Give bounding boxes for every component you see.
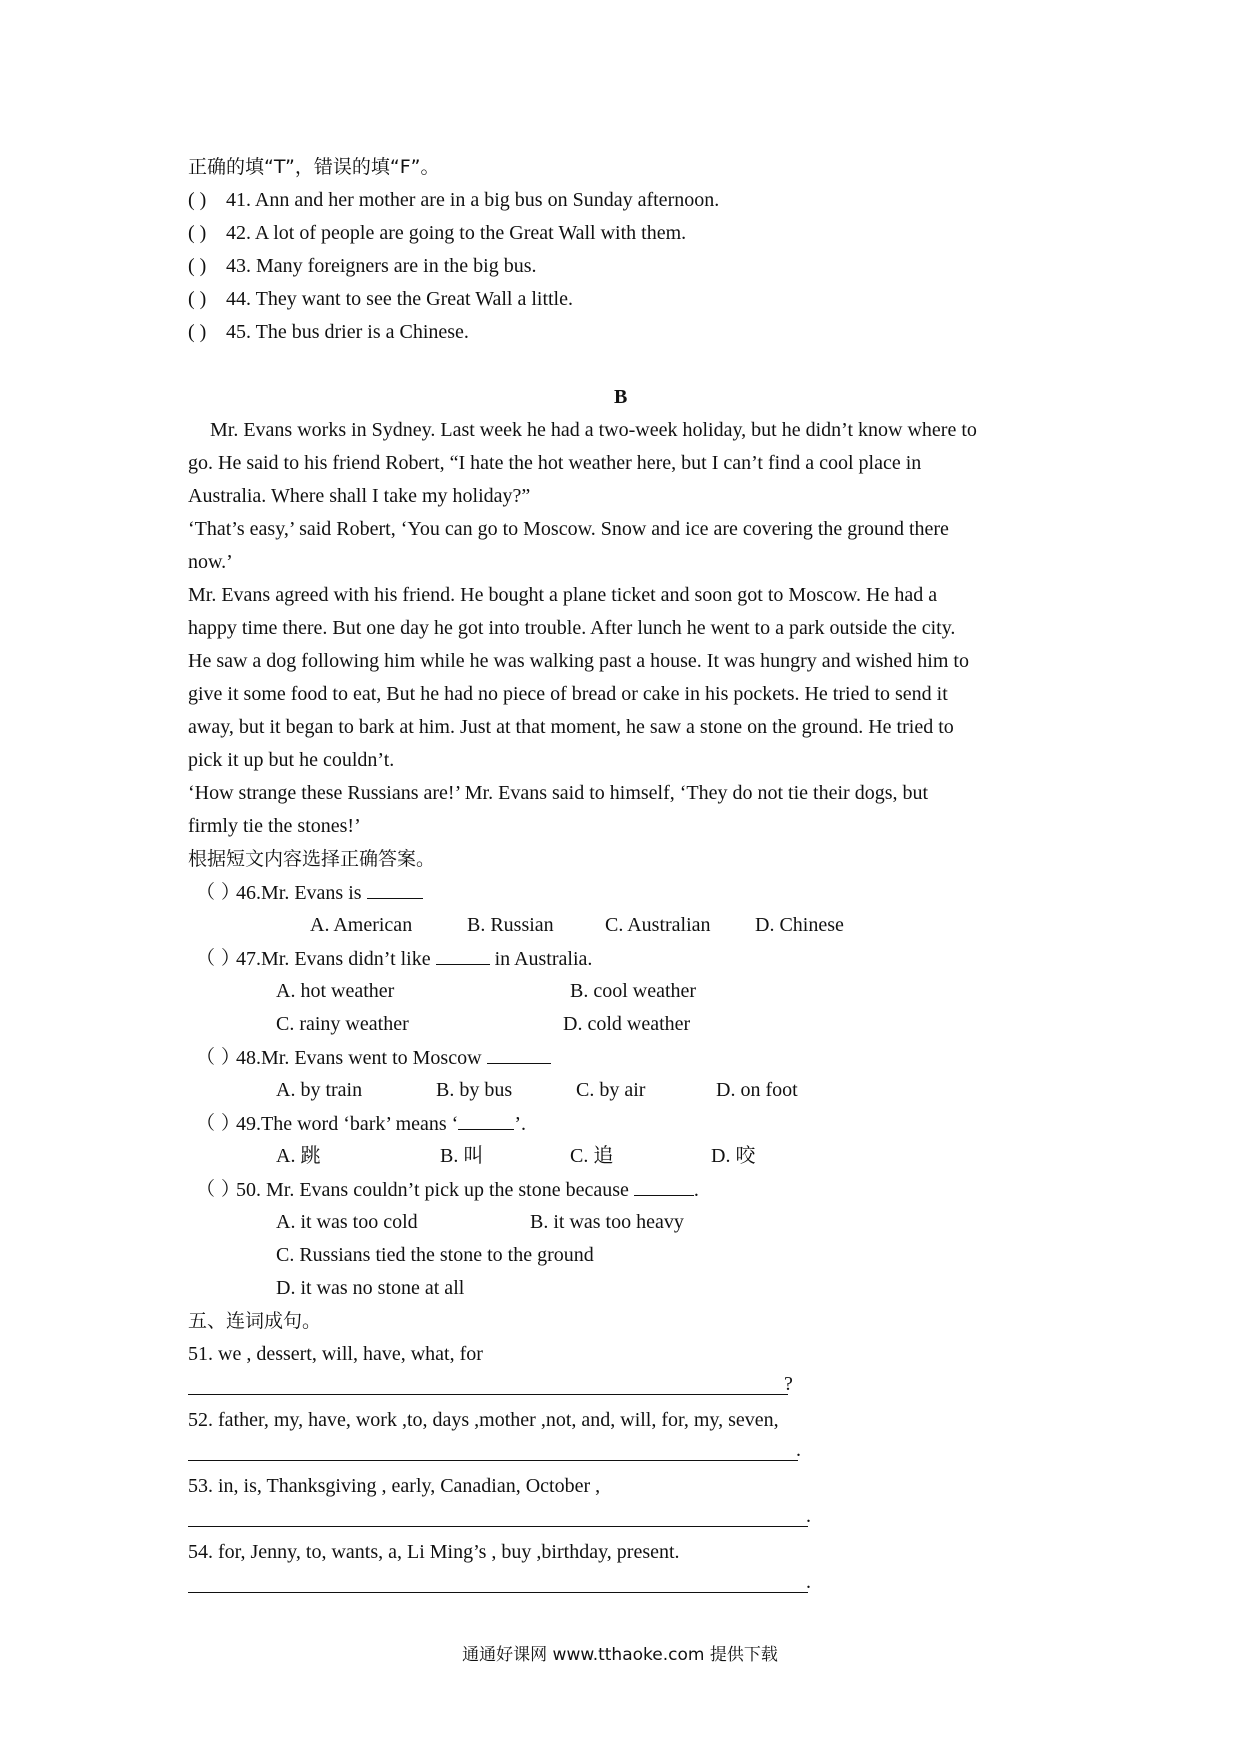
question-stem: 46.Mr. Evans is <box>236 882 362 904</box>
option-c: C. 追 <box>570 1145 614 1167</box>
option-c: C. by air <box>576 1079 646 1101</box>
passage-line: He saw a dog following him while he was walking past a house. It was hungry and wished him to <box>188 650 969 672</box>
sentence-words-54: 54. for, Jenny, to, wants, a, Li Ming’s , buy ,birthday, present. <box>188 1541 680 1563</box>
answer-paren: ( ) <box>188 222 207 244</box>
tf-item-text: 45. The bus drier is a Chinese. <box>226 321 469 343</box>
tf-item-text: 41. Ann and her mother are in a big bus on Sunday afternoon. <box>226 189 720 211</box>
option-b: B. by bus <box>436 1079 513 1101</box>
option-d: D. on foot <box>716 1079 798 1101</box>
mc-instruction: 根据短文内容选择正确答案。 <box>188 848 436 870</box>
sentence-words-53: 53. in, is, Thanksgiving , early, Canadian, October , <box>188 1475 601 1497</box>
answer-paren: ( ) <box>188 288 207 310</box>
tf-instruction: 正确的填“T”，错误的填“F”。 <box>188 156 440 178</box>
tf-item-text: 44. They want to see the Great Wall a little. <box>226 288 573 310</box>
question-stem: 50. Mr. Evans couldn’t pick up the stone because <box>236 1179 629 1201</box>
tf-item-text: 43. Many foreigners are in the big bus. <box>226 255 537 277</box>
question-tail: ’. <box>514 1113 526 1135</box>
option-d: D. it was no stone at all <box>276 1277 465 1299</box>
option-b: B. Russian <box>467 914 554 936</box>
option-c: C. Russians tied the stone to the ground <box>276 1244 594 1266</box>
passage-line: Australia. Where shall I take my holiday?” <box>188 485 531 507</box>
option-a: A. it was too cold <box>276 1211 418 1233</box>
end-mark-52: . <box>796 1439 801 1461</box>
passage-line: happy time there. But one day he got into trouble. After lunch he went to a park outside the city. <box>188 617 956 639</box>
passage-line: Mr. Evans works in Sydney. Last week he had a two-week holiday, but he didn’t know where to <box>210 419 977 441</box>
option-c: C. rainy weather <box>276 1013 409 1035</box>
question-tail: . <box>693 1179 699 1201</box>
passage-line: Mr. Evans agreed with his friend. He bought a plane ticket and soon got to Moscow. He had a <box>188 584 938 606</box>
page-footer: 通通好课网 www.tthaoke.com 提供下载 <box>462 1645 778 1665</box>
option-d: D. 咬 <box>711 1145 756 1167</box>
option-a: A. by train <box>276 1079 363 1101</box>
tf-item-text: 42. A lot of people are going to the Great Wall with them. <box>226 222 687 244</box>
option-a: A. 跳 <box>276 1145 321 1167</box>
answer-paren: （ ） <box>196 881 241 903</box>
end-mark-51: ? <box>784 1373 793 1395</box>
option-d: D. cold weather <box>563 1013 691 1035</box>
answer-blank <box>487 1045 551 1064</box>
answer-line-53 <box>188 1526 808 1527</box>
answer-paren: （ ） <box>196 1046 241 1068</box>
answer-blank <box>436 946 490 965</box>
question-stem: 48.Mr. Evans went to Moscow <box>236 1047 482 1069</box>
answer-line-52 <box>188 1460 798 1461</box>
answer-blank <box>634 1177 694 1196</box>
option-c: C. Australian <box>605 914 711 936</box>
option-b: B. cool weather <box>570 980 697 1002</box>
answer-paren: （ ） <box>196 1178 241 1200</box>
answer-blank <box>367 880 423 899</box>
end-mark-54: . <box>806 1571 811 1593</box>
option-d: D. Chinese <box>755 914 844 936</box>
answer-line-54 <box>188 1592 808 1593</box>
answer-line-51 <box>188 1394 788 1395</box>
sentence-words-51: 51. we , dessert, will, have, what, for <box>188 1343 483 1365</box>
answer-paren: （ ） <box>196 947 241 969</box>
option-a: A. hot weather <box>276 980 395 1002</box>
option-b: B. it was too heavy <box>530 1211 684 1233</box>
passage-line: firmly tie the stones!’ <box>188 815 361 837</box>
passage-line: ‘That’s easy,’ said Robert, ‘You can go to Moscow. Snow and ice are covering the ground there <box>188 518 949 540</box>
answer-paren: ( ) <box>188 255 207 277</box>
answer-blank <box>458 1111 514 1130</box>
question-stem: 47.Mr. Evans didn’t like <box>236 948 431 970</box>
passage-line: now.’ <box>188 551 233 573</box>
passage-line: go. He said to his friend Robert, “I hate the hot weather here, but I can’t find a cool place in <box>188 452 922 474</box>
option-a: A. American <box>310 914 413 936</box>
answer-paren: （ ） <box>196 1112 241 1134</box>
passage-heading: B <box>614 386 628 408</box>
section-five-heading: 五、连词成句。 <box>188 1310 322 1332</box>
answer-paren: ( ) <box>188 189 207 211</box>
passage-line: away, but it began to bark at him. Just at that moment, he saw a stone on the ground. He tried to <box>188 716 954 738</box>
answer-paren: ( ) <box>188 321 207 343</box>
end-mark-53: . <box>806 1505 811 1527</box>
passage-line: ‘How strange these Russians are!’ Mr. Evans said to himself, ‘They do not tie their dogs, but <box>188 782 929 804</box>
option-b: B. 叫 <box>440 1145 484 1167</box>
passage-line: give it some food to eat, But he had no piece of bread or cake in his pockets. He tried to send it <box>188 683 948 705</box>
passage-line: pick it up but he couldn’t. <box>188 749 395 771</box>
sentence-words-52: 52. father, my, have, work ,to, days ,mother ,not, and, will, for, my, seven, <box>188 1409 779 1431</box>
question-stem: 49.The word ‘bark’ means ‘ <box>236 1113 459 1135</box>
question-tail: in Australia. <box>489 948 593 970</box>
